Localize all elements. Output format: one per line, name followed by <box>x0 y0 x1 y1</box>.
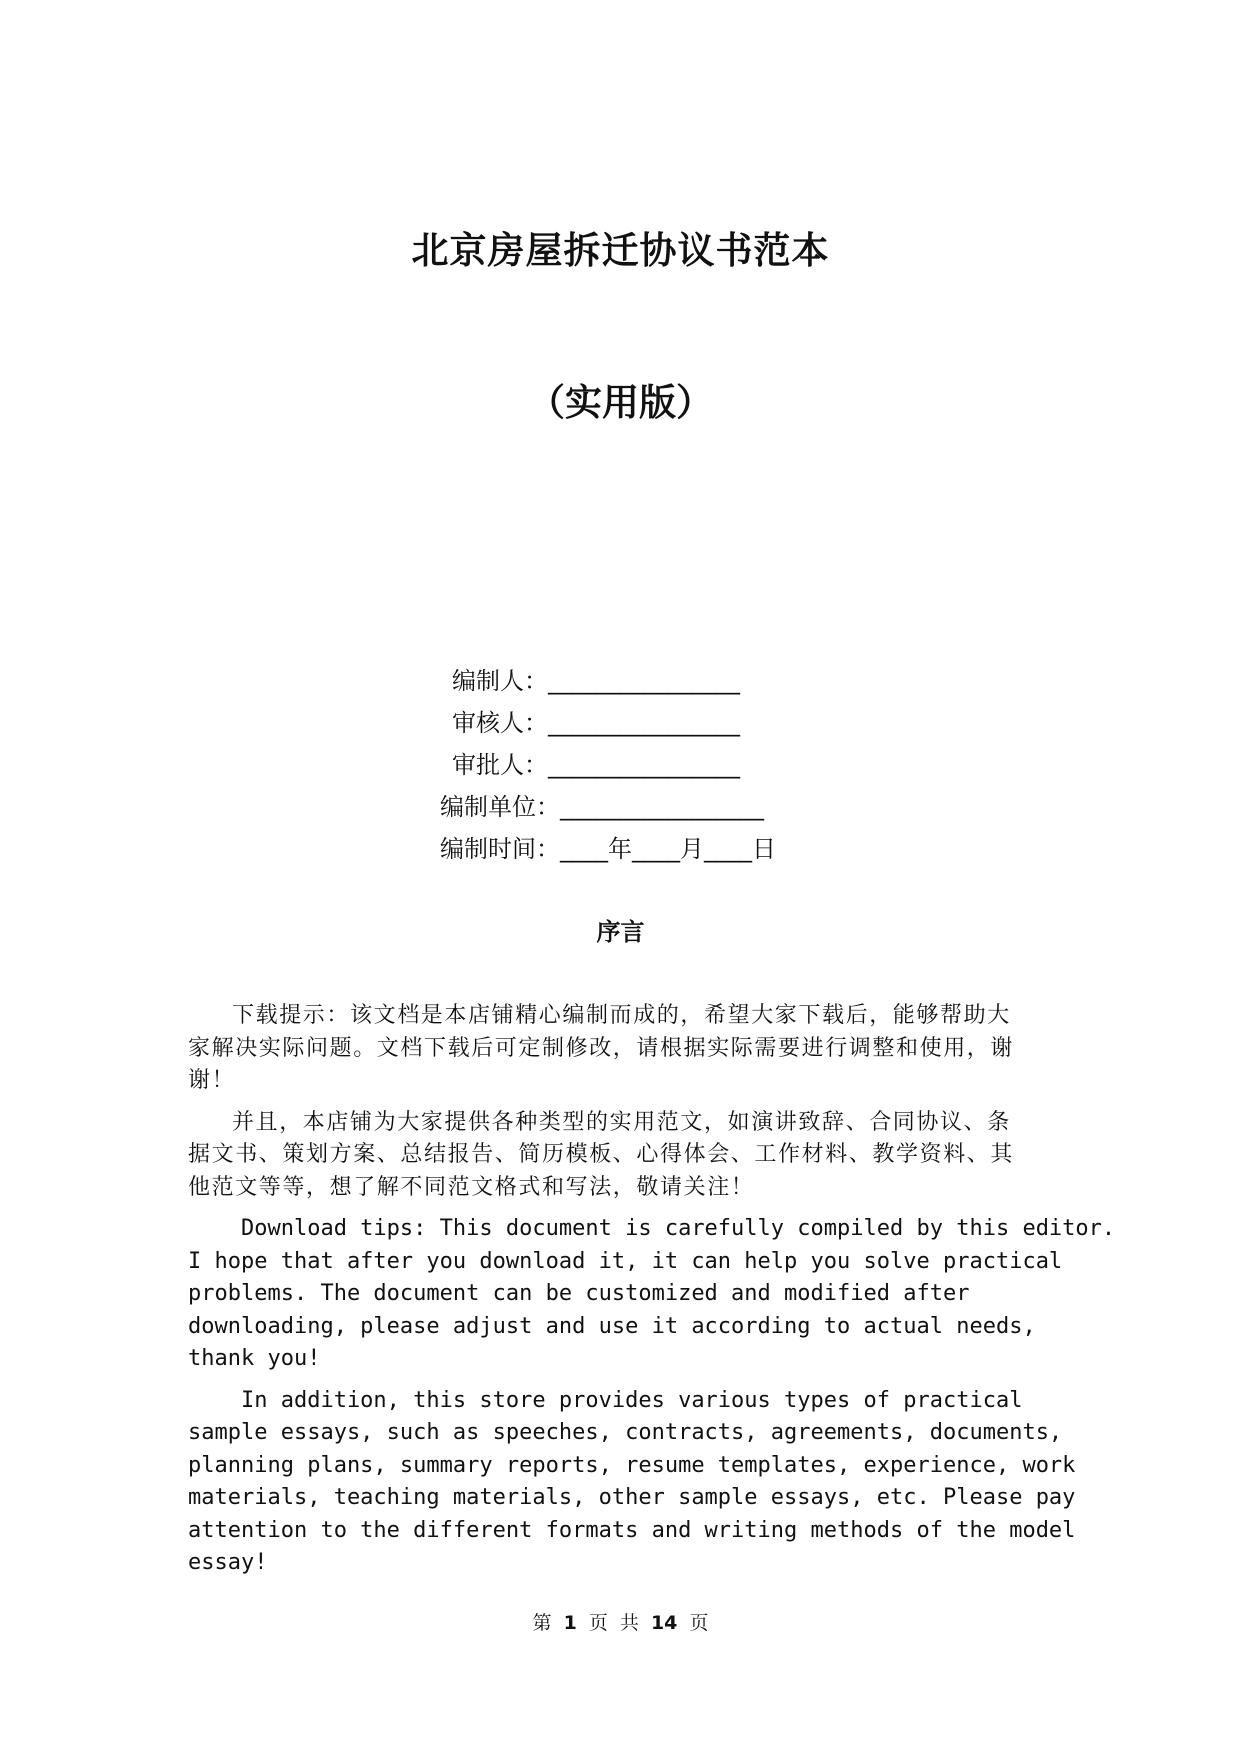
page-number: 1 <box>563 1612 577 1634</box>
approver-row <box>440 744 776 786</box>
page-suffix: 页 <box>689 1612 709 1634</box>
paragraph-line: attention to the different formats and writing methods of the model <box>188 1517 1076 1543</box>
compiler-label: 编制人： <box>452 667 548 695</box>
paragraph-line: In addition, this store provides various types of practical <box>188 1387 1023 1413</box>
unit-row <box>440 786 776 828</box>
time-label: 编制时间： <box>440 835 560 863</box>
paragraph-line: 下载提示：该文档是本店铺精心编制而成的，希望大家下载后，能够帮助大 <box>232 1003 1011 1028</box>
approver-blank: ________________ <box>548 751 740 779</box>
time-blank: ____年____月____日 <box>560 835 776 863</box>
preface-paragraph-cn-1 <box>188 1000 1068 1098</box>
paragraph-line: 据文书、策划方案、总结报告、简历模板、心得体会、工作材料、教学资料、其 <box>188 1142 1015 1167</box>
paragraph-line: downloading, please adjust and use it according to actual needs, <box>188 1313 1036 1339</box>
paragraph-line: 他范文等等，想了解不同范文格式和写法，敬请关注！ <box>188 1174 755 1200</box>
document-subtitle: （实用版） <box>528 380 713 424</box>
preface-paragraph-en-2 <box>188 1385 1076 1580</box>
preface-paragraph-cn-2 <box>188 1107 1068 1205</box>
paragraph-line: 谢！ <box>188 1068 236 1093</box>
page-prefix: 第 <box>532 1612 552 1634</box>
preface-body <box>188 1000 1116 1589</box>
paragraph-line: thank you! <box>188 1346 321 1371</box>
document-title: 北京房屋拆迁协议书范本 <box>411 228 830 272</box>
paragraph-line: I hope that after you download it, it can help you solve practical <box>188 1248 1063 1274</box>
paragraph-line: sample essays, such as speeches, contracts, agreements, documents, <box>188 1420 1063 1445</box>
reviewer-label: 审核人： <box>452 709 548 737</box>
paragraph-line: materials, teaching materials, other sample essays, etc. Please pay <box>188 1485 1076 1510</box>
signoff-block <box>440 660 776 870</box>
paragraph-line: Download tips: This document is carefully compiled by this editor. <box>188 1216 1116 1241</box>
unit-label: 编制单位： <box>440 793 560 821</box>
approver-label: 审批人： <box>452 751 548 779</box>
paragraph-line: planning plans, summary reports, resume templates, experience, work <box>188 1452 1076 1478</box>
preface-heading: 序言 <box>596 918 645 946</box>
time-row <box>440 828 776 870</box>
page-footer <box>0 1608 1241 1635</box>
page-total: 14 <box>650 1612 678 1634</box>
paragraph-line: problems. The document can be customized and modified after <box>188 1281 970 1306</box>
unit-blank: _________________ <box>560 793 764 821</box>
preface-paragraph-en-1 <box>188 1213 1116 1376</box>
compiler-row <box>440 660 776 702</box>
paragraph-line: essay! <box>188 1550 268 1575</box>
compiler-blank: ________________ <box>548 667 740 695</box>
paragraph-line: 家解决实际问题。文档下载后可定制修改，请根据实际需要进行调整和使用，谢 <box>188 1035 1015 1061</box>
reviewer-blank: ________________ <box>548 709 740 737</box>
reviewer-row <box>440 702 776 744</box>
paragraph-line: 并且，本店铺为大家提供各种类型的实用范文，如演讲致辞、合同协议、条 <box>232 1109 1011 1135</box>
page-middle: 页 共 <box>588 1612 639 1634</box>
